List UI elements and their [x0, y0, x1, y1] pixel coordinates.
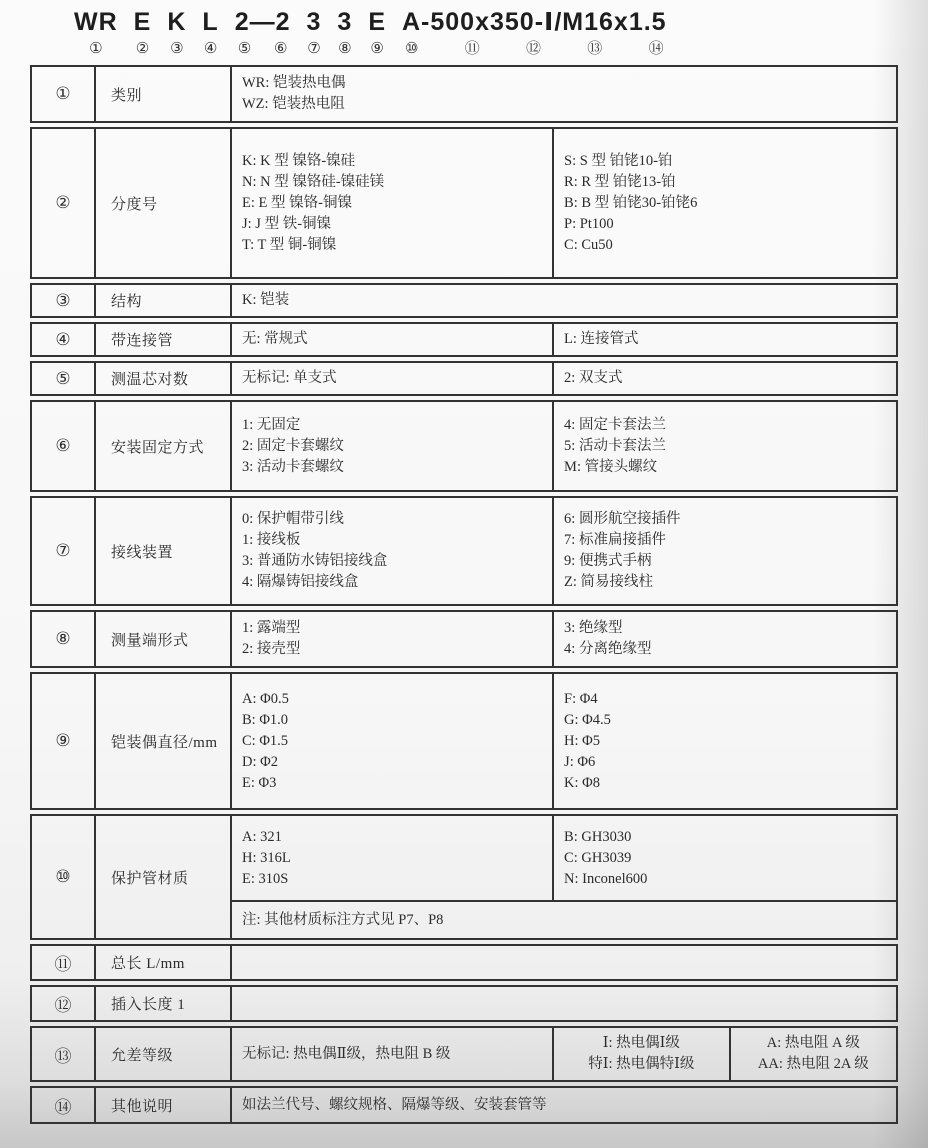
row-number-cell — [32, 612, 96, 666]
value-cell — [552, 402, 896, 490]
value-line: WR: 铠装热电偶 — [242, 75, 346, 92]
circled-number: ⑫ — [54, 996, 72, 1017]
value-cell — [552, 363, 896, 394]
row-label: 结构 — [96, 285, 232, 316]
model-code-segment — [202, 8, 218, 56]
value-line: 0: 保护帽带引线 — [242, 511, 344, 528]
model-code-segment — [134, 8, 152, 56]
row-label: 总长 L/mm — [96, 946, 232, 979]
circled-number: ⑤ — [55, 368, 71, 389]
value-cell — [232, 402, 552, 490]
value-cell — [552, 674, 896, 808]
model-code-text: WR — [74, 8, 118, 36]
value-line: 无标记: 热电偶Ⅱ级，热电阻 B 级 — [242, 1045, 451, 1062]
value-line: N: Inconel600 — [564, 870, 648, 887]
value-line: K: Φ8 — [564, 774, 601, 791]
table-row — [30, 322, 898, 357]
value-line: 3: 绝缘型 — [564, 620, 623, 637]
row-label: 铠装偶直径/mm — [96, 674, 232, 808]
row-label: 带连接管 — [96, 324, 232, 355]
model-code-segment — [167, 8, 186, 56]
value-cells-row — [232, 946, 896, 979]
value-line: T: T 型 铜-铜镍 — [242, 236, 337, 253]
value-cells-row — [232, 498, 896, 604]
circled-number: ⑤ — [237, 38, 252, 57]
model-code-text: 3 — [337, 8, 353, 36]
circled-number: ⑨ — [370, 38, 384, 57]
segment-index-numbers — [402, 40, 667, 57]
table-row — [30, 814, 898, 940]
segment-index-numbers — [307, 40, 322, 57]
value-cells-row — [232, 67, 896, 121]
value-line: E: E 型 镍铬-铜镍 — [242, 194, 352, 211]
value-line: 2: 固定卡套螺纹 — [242, 437, 344, 454]
value-line: H: 316L — [242, 849, 291, 866]
row-number-cell — [32, 402, 96, 490]
value-line: M: 管接头螺纹 — [564, 458, 658, 475]
material-note: 注: 其他材质标注方式见 P7、P8 — [232, 900, 896, 938]
model-code-segment — [368, 8, 386, 56]
circled-number: ⑥ — [55, 436, 71, 457]
row-number-cell — [32, 285, 96, 316]
value-line: R: R 型 铂铑13-铂 — [564, 173, 676, 190]
segment-index-numbers — [74, 40, 118, 57]
row-label: 接线装置 — [96, 498, 232, 604]
segment-index-numbers — [202, 40, 218, 57]
row-number-cell — [32, 129, 96, 277]
table-row — [30, 672, 898, 810]
value-cell — [232, 1028, 552, 1080]
value-cells-row — [232, 402, 896, 490]
table-row — [30, 400, 898, 492]
row-number-cell — [32, 816, 96, 938]
value-line: 无: 常规式 — [242, 331, 308, 348]
row-number-cell — [32, 67, 96, 121]
value-cell — [232, 498, 552, 604]
circled-number: ① — [89, 38, 103, 57]
value-line: S: S 型 铂铑10-铂 — [564, 152, 673, 169]
circled-number: ⑩ — [405, 38, 419, 57]
row-values — [232, 363, 896, 394]
model-code-segment — [235, 8, 291, 56]
value-line: 6: 圆形航空接插件 — [564, 511, 681, 528]
circled-number: ⑧ — [55, 629, 71, 650]
circled-number: ⑦ — [55, 541, 71, 562]
row-values — [232, 987, 896, 1020]
value-cell — [552, 816, 896, 900]
value-line: 4: 固定卡套法兰 — [564, 416, 666, 433]
circled-number: ③ — [170, 38, 184, 57]
row-values — [232, 816, 896, 938]
row-label: 保护管材质 — [96, 816, 232, 938]
circled-number: ⑬ — [587, 38, 603, 57]
value-line: 1: 露端型 — [242, 620, 301, 637]
table-row — [30, 65, 898, 123]
table-row — [30, 496, 898, 606]
table-row — [30, 1026, 898, 1082]
circled-number: ② — [135, 38, 150, 57]
spec-table — [30, 65, 898, 1124]
value-line: G: Φ4.5 — [564, 711, 611, 728]
segment-index-numbers — [368, 40, 386, 57]
value-line: A: Φ0.5 — [242, 690, 289, 707]
circled-number: ② — [55, 193, 71, 214]
value-line: 1: 无固定 — [242, 416, 301, 433]
value-cell — [232, 987, 896, 1020]
row-values — [232, 1088, 896, 1122]
circled-number: ⑨ — [55, 731, 71, 752]
value-cell — [232, 363, 552, 394]
model-code-segment — [307, 8, 322, 56]
value-cell — [552, 1028, 729, 1080]
segment-index-numbers — [235, 40, 291, 57]
value-cell — [552, 498, 896, 604]
model-code-segment — [74, 8, 118, 56]
circled-number: ⑩ — [55, 867, 71, 888]
value-line: 如法兰代号、螺纹规格、隔爆等级、安装套管等 — [242, 1096, 547, 1113]
segment-index-numbers — [167, 40, 186, 57]
value-cells-row — [232, 612, 896, 666]
table-row — [30, 1086, 898, 1124]
row-values — [232, 498, 896, 604]
circled-number: ⑥ — [274, 38, 288, 57]
value-line: E: 310S — [242, 870, 289, 887]
value-cell — [232, 67, 896, 121]
value-line: 2: 双支式 — [564, 370, 623, 387]
value-line: B: Φ1.0 — [242, 711, 289, 728]
circled-number: ⑦ — [307, 38, 321, 57]
row-label: 安装固定方式 — [96, 402, 232, 490]
row-values — [232, 67, 896, 121]
model-code-text: A-500x350-Ⅰ/M16x1.5 — [402, 8, 667, 36]
value-cells-row — [232, 674, 896, 808]
table-row — [30, 610, 898, 668]
value-line: 3: 活动卡套螺纹 — [242, 458, 344, 475]
value-cells-row — [232, 324, 896, 355]
row-label: 测量端形式 — [96, 612, 232, 666]
value-cell — [552, 612, 896, 666]
value-line: K: K 型 镍铬-镍硅 — [242, 152, 356, 169]
value-line: J: J 型 铁-铜镍 — [242, 215, 332, 232]
value-cell — [232, 129, 552, 277]
value-cell — [552, 129, 896, 277]
row-number-cell — [32, 674, 96, 808]
value-line: F: Φ4 — [564, 690, 598, 707]
row-values — [232, 946, 896, 979]
row-values — [232, 402, 896, 490]
value-line: 9: 便携式手柄 — [564, 553, 652, 570]
table-row — [30, 361, 898, 396]
value-line: C: GH3039 — [564, 849, 632, 866]
row-values — [232, 324, 896, 355]
table-row — [30, 283, 898, 318]
value-line: 5: 活动卡套法兰 — [564, 437, 666, 454]
value-line: 2: 接壳型 — [242, 641, 301, 658]
model-code-segment — [402, 8, 667, 56]
table-row — [30, 127, 898, 279]
value-line: 无标记: 单支式 — [242, 370, 337, 387]
model-code-text: 3 — [306, 8, 322, 36]
segment-index-numbers — [337, 40, 352, 57]
value-line: A: 321 — [242, 828, 282, 845]
value-line: L: 连接管式 — [564, 331, 639, 348]
row-number-cell — [32, 987, 96, 1020]
value-cells-row — [232, 129, 896, 277]
row-values — [232, 129, 896, 277]
value-line: N: N 型 镍铬硅-镍硅镁 — [242, 173, 385, 190]
row-values — [232, 612, 896, 666]
value-line: 4: 隔爆铸铝接线盒 — [242, 574, 359, 591]
row-label: 其他说明 — [96, 1088, 232, 1122]
row-number-cell — [32, 498, 96, 604]
row-number-cell — [32, 363, 96, 394]
row-label: 类别 — [96, 67, 232, 121]
circled-number: ③ — [55, 290, 71, 311]
model-code-text: K — [167, 8, 187, 36]
value-cell — [232, 674, 552, 808]
value-line: 4: 分离绝缘型 — [564, 641, 652, 658]
row-label: 分度号 — [96, 129, 232, 277]
value-cell — [232, 612, 552, 666]
circled-number: ⑫ — [526, 38, 542, 57]
row-label: 允差等级 — [96, 1028, 232, 1080]
value-cell — [232, 1088, 896, 1122]
circled-number: ⑪ — [464, 38, 480, 57]
model-code-text: E — [368, 8, 386, 36]
table-row — [30, 944, 898, 981]
value-line: P: Pt100 — [564, 215, 614, 232]
circled-number: ⑭ — [648, 38, 664, 57]
value-cell — [232, 324, 552, 355]
value-cell — [232, 946, 896, 979]
table-row — [30, 985, 898, 1022]
value-line: Ⅰ: 热电偶Ⅰ级 — [602, 1035, 680, 1052]
value-line: C: Φ1.5 — [242, 732, 289, 749]
value-line: C: Cu50 — [564, 236, 613, 253]
value-line: AA: 热电阻 2A 级 — [757, 1056, 869, 1073]
model-code-text: 2—2 — [234, 8, 291, 36]
value-line: 7: 标准扁接插件 — [564, 532, 666, 549]
value-line: J: Φ6 — [564, 753, 596, 770]
model-code-text: E — [133, 8, 152, 36]
value-line: A: 热电阻 A 级 — [766, 1035, 860, 1052]
value-line: K: 铠装 — [242, 292, 290, 309]
row-number-cell — [32, 1088, 96, 1122]
row-label: 测温芯对数 — [96, 363, 232, 394]
model-code-segment — [337, 8, 352, 56]
value-cell — [232, 285, 896, 316]
circled-number: ⑭ — [54, 1097, 72, 1118]
value-line: H: Φ5 — [564, 732, 601, 749]
value-line: 1: 接线板 — [242, 532, 301, 549]
value-cell — [232, 816, 552, 900]
value-cell — [729, 1028, 896, 1080]
value-line: Z: 简易接线柱 — [564, 574, 654, 591]
value-cells-row — [232, 987, 896, 1020]
row-number-cell — [32, 1028, 96, 1080]
circled-number: ⑬ — [54, 1046, 72, 1067]
value-cells-row — [232, 1088, 896, 1122]
value-line: 3: 普通防水铸铝接线盒 — [242, 553, 388, 570]
model-code-text: L — [202, 8, 219, 36]
circled-number: ⑪ — [54, 955, 72, 976]
circled-number: ④ — [203, 38, 218, 57]
row-number-cell — [32, 324, 96, 355]
model-code-header — [0, 0, 928, 56]
value-cell — [552, 324, 896, 355]
row-values — [232, 1028, 896, 1080]
value-line: 特Ⅰ: 热电偶特Ⅰ级 — [588, 1056, 695, 1073]
segment-index-numbers — [134, 40, 152, 57]
row-label: 插入长度 1 — [96, 987, 232, 1020]
value-line: B: GH3030 — [564, 828, 632, 845]
row-values — [232, 285, 896, 316]
circled-number: ① — [55, 84, 71, 105]
value-line: D: Φ2 — [242, 753, 278, 770]
value-cells-row — [232, 816, 896, 900]
value-cells-row — [232, 1028, 896, 1080]
circled-number: ⑧ — [338, 38, 352, 57]
value-line: E: Φ3 — [242, 774, 277, 791]
value-cells-row — [232, 363, 896, 394]
value-line: B: B 型 铂铑30-铂铑6 — [564, 194, 698, 211]
value-line: WZ: 铠装热电阻 — [242, 96, 345, 113]
row-number-cell — [32, 946, 96, 979]
circled-number: ④ — [55, 329, 71, 350]
row-values — [232, 674, 896, 808]
value-cells-row — [232, 285, 896, 316]
